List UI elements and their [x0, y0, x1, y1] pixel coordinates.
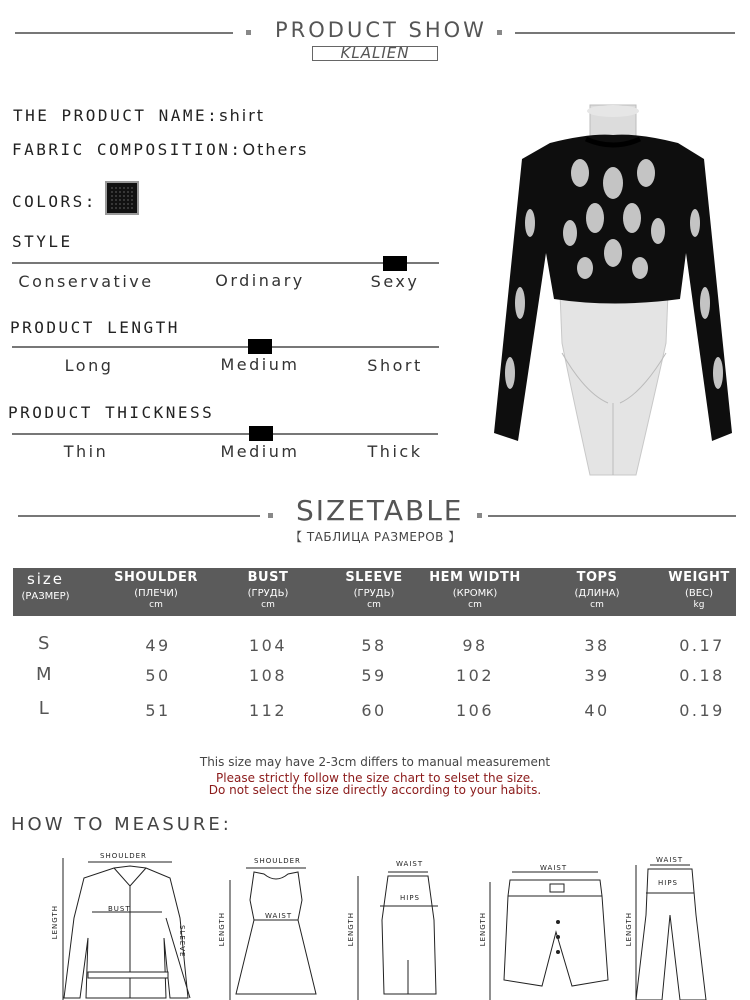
sizetable-dot-left	[268, 513, 273, 518]
header-dot-left	[246, 30, 251, 35]
thickness-option-medium: Medium	[220, 442, 300, 461]
sizetable-rule-left	[18, 515, 260, 517]
dress-waist-label: WAIST	[265, 912, 293, 920]
cell-size: L	[38, 698, 52, 719]
shorts-measure-diagram	[480, 862, 610, 1000]
sizetable-subtitle: 【 ТАБЛИЦА РАЗМЕРОВ 】	[290, 530, 461, 544]
col-weight-sub: (ВЕС)	[685, 588, 713, 599]
cell-shoulder: 49	[145, 636, 171, 655]
skirt-waist-label: WAIST	[396, 860, 424, 868]
cell-tops: 40	[584, 701, 610, 720]
col-shoulder-unit: cm	[149, 600, 163, 610]
cell-bust: 104	[248, 636, 288, 655]
header-rule-left	[15, 32, 233, 34]
fabric-value: Others	[242, 140, 309, 159]
cell-size: S	[38, 633, 52, 654]
col-bust-unit: cm	[261, 600, 275, 610]
dress-measure-diagram	[216, 860, 326, 1000]
color-swatch-black[interactable]	[105, 181, 139, 215]
col-weight-unit: kg	[693, 600, 705, 610]
col-sleeve-unit: cm	[367, 600, 381, 610]
jacket-shoulder-label: SHOULDER	[100, 852, 147, 860]
dress-length-label: LENGTH	[218, 912, 226, 947]
cell-size: M	[35, 664, 55, 685]
col-sleeve-name: SLEEVE	[345, 570, 403, 585]
style-label: STYLE	[12, 232, 73, 251]
style-option-ordinary: Ordinary	[215, 271, 305, 290]
header-dot-right	[497, 30, 502, 35]
sizetable-dot-right	[477, 513, 482, 518]
thickness-option-thin: Thin	[63, 442, 109, 461]
style-marker	[383, 256, 407, 271]
note-warning-1: Please strictly follow the size chart to selset the size.	[216, 771, 534, 785]
header-rule-right	[515, 32, 735, 34]
jacket-length-label: LENGTH	[51, 905, 59, 940]
brand-name: KLALIEN	[340, 44, 410, 62]
col-sleeve	[334, 570, 414, 610]
col-shoulder	[108, 570, 204, 610]
col-tops	[557, 570, 637, 610]
skirt-hips-label: HIPS	[400, 894, 420, 902]
cell-weight: 0.18	[679, 666, 725, 685]
cell-weight: 0.19	[679, 701, 725, 720]
col-shoulder-name: SHOULDER	[114, 570, 198, 585]
fabric-row	[12, 140, 308, 159]
dress-shoulder-label: SHOULDER	[254, 857, 301, 865]
length-option-long: Long	[64, 356, 114, 375]
cell-shoulder: 50	[145, 666, 171, 685]
col-shoulder-sub: (ПЛЕЧИ)	[134, 588, 178, 599]
product-name-value: shirt	[219, 106, 266, 125]
col-tops-sub: (ДЛИНА)	[574, 588, 620, 599]
length-label: PRODUCT LENGTH	[10, 318, 180, 337]
cell-hem: 102	[455, 666, 495, 685]
col-tops-unit: cm	[590, 600, 604, 610]
cell-sleeve: 58	[361, 636, 387, 655]
colors-label: COLORS:	[12, 192, 97, 211]
col-tops-name: TOPS	[576, 570, 618, 585]
fabric-label: FABRIC COMPOSITION:	[12, 140, 243, 159]
col-bust	[228, 570, 308, 610]
page-title: PRODUCT SHOW	[275, 18, 487, 42]
col-size-sub: (РАЗМЕР)	[21, 591, 70, 602]
col-size	[13, 570, 78, 602]
col-sleeve-sub: (ГРУДЬ)	[353, 588, 395, 599]
shorts-waist-label: WAIST	[540, 864, 568, 872]
col-hem-unit: cm	[468, 600, 482, 610]
thickness-option-thick: Thick	[367, 442, 423, 461]
jacket-bust-label: BUST	[108, 905, 131, 913]
col-weight	[664, 570, 734, 610]
length-option-medium: Medium	[220, 355, 300, 374]
cell-bust: 112	[248, 701, 288, 720]
style-option-sexy: Sexy	[370, 272, 420, 291]
note-measurement: This size may have 2-3cm differs to manual measurement	[199, 755, 551, 769]
cell-sleeve: 59	[361, 666, 387, 685]
shorts-length-label: LENGTH	[479, 912, 487, 947]
product-name-row	[13, 106, 265, 125]
pants-waist-label: WAIST	[656, 856, 684, 864]
col-hem-sub: (КРОМК)	[452, 588, 498, 599]
sizetable-rule-right	[488, 515, 736, 517]
col-hem-width	[425, 570, 525, 610]
cell-tops: 39	[584, 666, 610, 685]
thickness-scale-line	[12, 433, 438, 435]
jacket-sleeve-label: SLEEVE	[178, 925, 186, 958]
length-option-short: Short	[367, 356, 423, 375]
note-warning-2: Do not select the size directly according to your habits.	[208, 783, 542, 797]
jacket-measure-diagram	[48, 848, 198, 1000]
pants-hips-label: HIPS	[658, 879, 678, 887]
cell-hem: 106	[455, 701, 495, 720]
product-name-label: THE PRODUCT NAME:	[13, 106, 220, 125]
col-size-name: size	[26, 570, 65, 588]
product-photo	[490, 103, 736, 477]
style-option-conservative: Conservative	[18, 272, 154, 291]
col-bust-name: BUST	[247, 570, 289, 585]
length-marker	[248, 339, 272, 354]
cell-sleeve: 60	[361, 701, 387, 720]
thickness-marker	[249, 426, 273, 441]
cell-hem: 98	[462, 636, 488, 655]
cell-shoulder: 51	[145, 701, 171, 720]
skirt-length-label: LENGTH	[347, 912, 355, 947]
thickness-label: PRODUCT THICKNESS	[8, 403, 215, 422]
pants-measure-diagram	[624, 855, 720, 1000]
length-scale-line	[12, 346, 439, 348]
col-weight-name: WEIGHT	[668, 570, 730, 585]
cell-tops: 38	[584, 636, 610, 655]
skirt-measure-diagram	[348, 860, 448, 1000]
sizetable-title: SIZETABLE	[296, 494, 464, 527]
pants-length-label: LENGTH	[625, 912, 633, 947]
col-bust-sub: (ГРУДЬ)	[247, 588, 289, 599]
cell-weight: 0.17	[679, 636, 725, 655]
style-scale-line	[12, 262, 439, 264]
col-hem-name: HEM WIDTH	[429, 570, 521, 585]
cell-bust: 108	[248, 666, 288, 685]
how-to-measure-title: HOW TO MEASURE:	[11, 814, 232, 835]
